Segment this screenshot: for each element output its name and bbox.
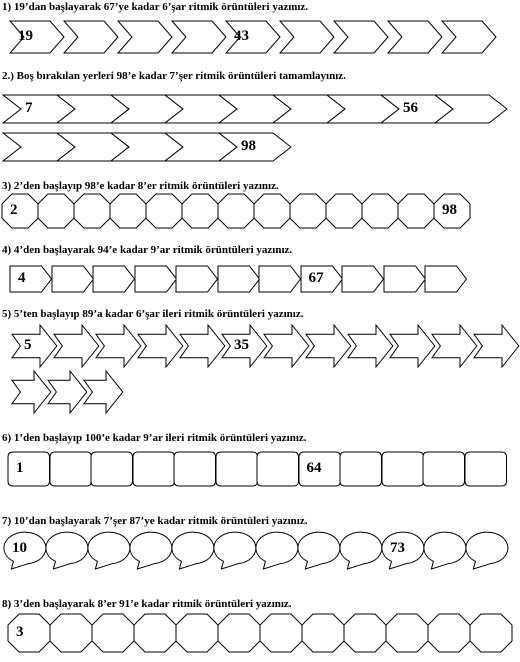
question-5: 5) 5’ten başlayıp 89’a kadar 6’şar ileri ritmik örüntüleri yazınız. [2,308,304,320]
notched-pentagon-box [114,17,176,61]
pattern-value: 5 [24,337,32,353]
question-7: 7) 10’dan başlayarak 7’şer 87’ye kadar ritmik örüntüleri yazınız. [2,515,308,527]
notched-pentagon-box [276,17,338,61]
notched-pentagon-box [384,17,446,61]
pattern-value: 2 [10,202,18,218]
pattern-value: 3 [16,624,24,640]
pattern-value: 19 [18,28,33,44]
pattern-value: 73 [390,540,405,556]
question-4: 4) 4’den başlayarak 94’e kadar 9’ar ritmik örüntüleri yazınız. [2,244,293,256]
pattern-value: 56 [403,100,418,116]
pattern-value: 98 [241,138,256,154]
notched-pentagon-box [6,17,68,61]
pattern-value: 4 [18,270,26,286]
pattern-value: 67 [308,270,324,286]
pattern-value: 64 [306,460,322,476]
pattern-value: 7 [25,100,33,116]
pattern-value: 10 [12,540,27,556]
bubble-box [462,527,512,575]
notched-pentagon-box [330,17,392,61]
notched-pentagon-box [438,17,500,61]
notched-pentagon-box [222,17,284,61]
chevron-box [431,91,511,131]
arrow-box [80,367,138,421]
notched-pentagon-box [168,17,230,61]
pentagon-box [421,262,471,300]
rounded-box [461,448,511,494]
question-6: 6) 1’den başlayıp 100’e kadar 9’ar ileri ritmik örüntüleri yazınız. [2,432,307,444]
octagon-box [466,610,516,660]
pattern-value: 35 [234,337,249,353]
pattern-value: 43 [234,28,249,44]
notched-pentagon-box [60,17,122,61]
question-1: 1) 19’dan başlayarak 67’ye kadar 6’şar ritmik örüntüleri yazınız. [2,1,309,13]
arrow-box [470,321,520,375]
question-8: 8) 3’den başlayarak 8’er 91’e kadar ritmik örüntüleri yazınız. [2,598,292,610]
question-2: 2.) Boş bırakılan yerleri 98’e kadar 7’şer ritmik örüntüleri tamamlayınız. [2,70,346,82]
pattern-value: 98 [442,202,457,218]
pattern-value: 1 [16,460,24,476]
question-3: 3) 2’den başlayıp 98’e kadar 8’er ritmik örüntüleri yazınız. [2,180,279,192]
